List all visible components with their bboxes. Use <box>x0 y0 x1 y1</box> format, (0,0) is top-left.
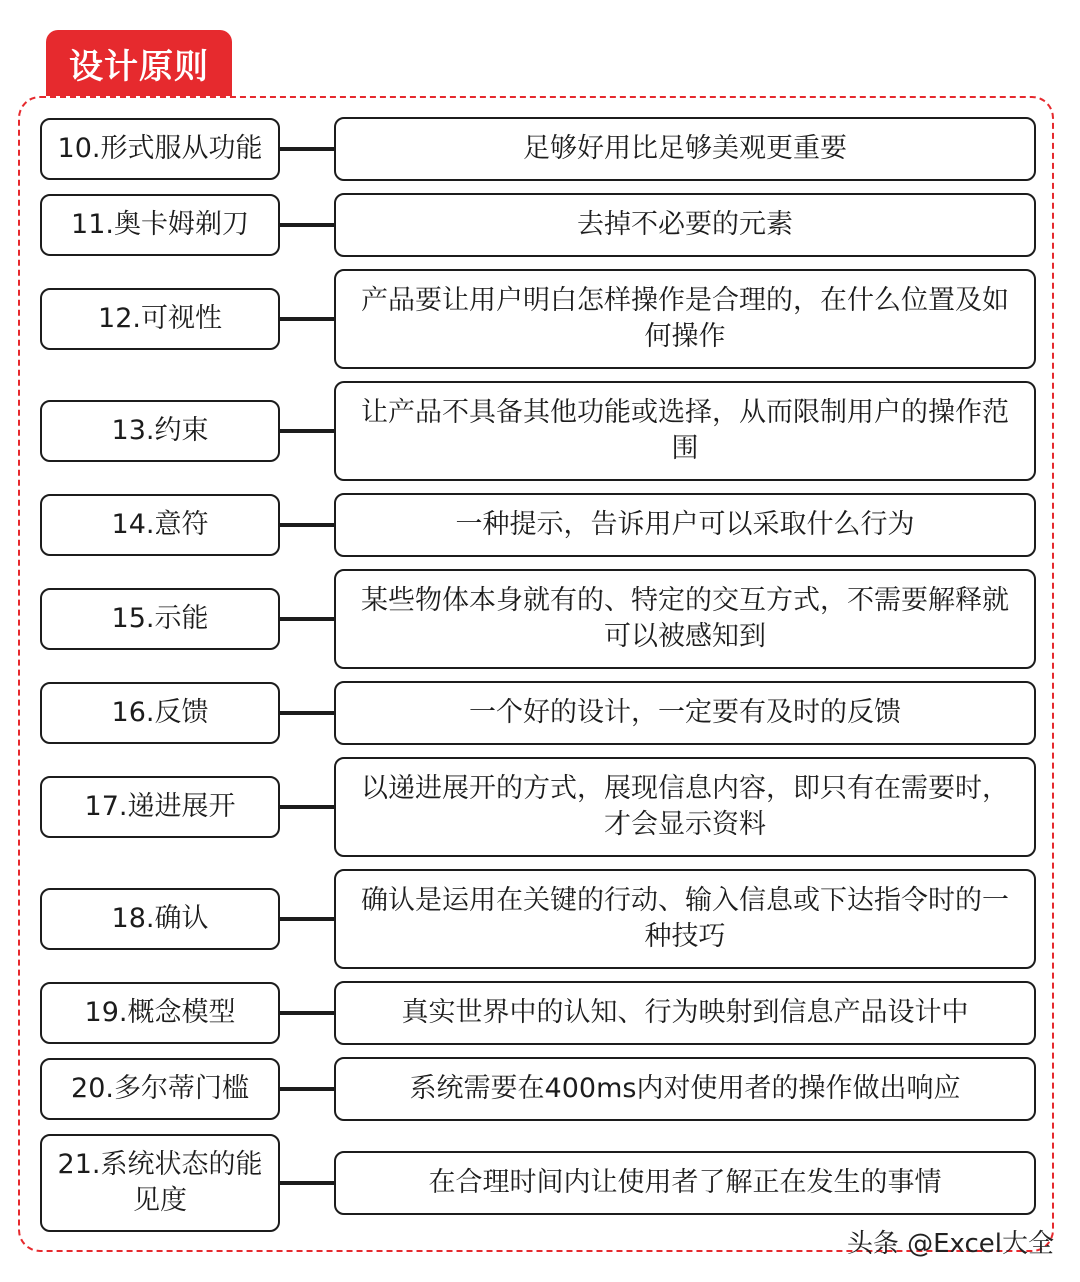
connector-line <box>280 317 334 321</box>
principle-label: 21.系统状态的能见度 <box>40 1134 280 1232</box>
principle-label: 17.递进展开 <box>40 776 280 838</box>
connector-line <box>280 617 334 621</box>
connector-line <box>280 523 334 527</box>
principle-label: 19.概念模型 <box>40 982 280 1044</box>
principle-label: 15.示能 <box>40 588 280 650</box>
principle-label: 14.意符 <box>40 494 280 556</box>
principle-label: 20.多尔蒂门槛 <box>40 1058 280 1120</box>
principle-label: 18.确认 <box>40 888 280 950</box>
principle-description: 在合理时间内让使用者了解正在发生的事情 <box>334 1151 1036 1215</box>
principle-description: 让产品不具备其他功能或选择，从而限制用户的操作范围 <box>334 381 1036 481</box>
principle-description: 某些物体本身就有的、特定的交互方式，不需要解释就可以被感知到 <box>334 569 1036 669</box>
connector-line <box>280 1087 334 1091</box>
connector-line <box>280 1181 334 1185</box>
connector-line <box>280 223 334 227</box>
principle-description: 足够好用比足够美观更重要 <box>334 117 1036 181</box>
principle-description: 一种提示，告诉用户可以采取什么行为 <box>334 493 1036 557</box>
principle-label: 12.可视性 <box>40 288 280 350</box>
principle-description: 系统需要在400ms内对使用者的操作做出响应 <box>334 1057 1036 1121</box>
connector-line <box>280 429 334 433</box>
principle-label: 10.形式服从功能 <box>40 118 280 180</box>
connector-line <box>280 917 334 921</box>
connector-line <box>280 711 334 715</box>
principle-label: 11.奥卡姆剃刀 <box>40 194 280 256</box>
watermark-credit: 头条 @Excel大全 <box>846 1229 1054 1259</box>
principle-description: 一个好的设计，一定要有及时的反馈 <box>334 681 1036 745</box>
connector-line <box>280 147 334 151</box>
connector-line <box>280 1011 334 1015</box>
principle-description: 真实世界中的认知、行为映射到信息产品设计中 <box>334 981 1036 1045</box>
principle-description: 去掉不必要的元素 <box>334 193 1036 257</box>
principle-label: 13.约束 <box>40 400 280 462</box>
principle-description: 以递进展开的方式，展现信息内容，即只有在需要时，才会显示资料 <box>334 757 1036 857</box>
connector-line <box>280 805 334 809</box>
principle-description: 产品要让用户明白怎样操作是合理的，在什么位置及如何操作 <box>334 269 1036 369</box>
principle-description: 确认是运用在关键的行动、输入信息或下达指令时的一种技巧 <box>334 869 1036 969</box>
principle-label: 16.反馈 <box>40 682 280 744</box>
page-title: 设计原则 <box>46 30 232 96</box>
